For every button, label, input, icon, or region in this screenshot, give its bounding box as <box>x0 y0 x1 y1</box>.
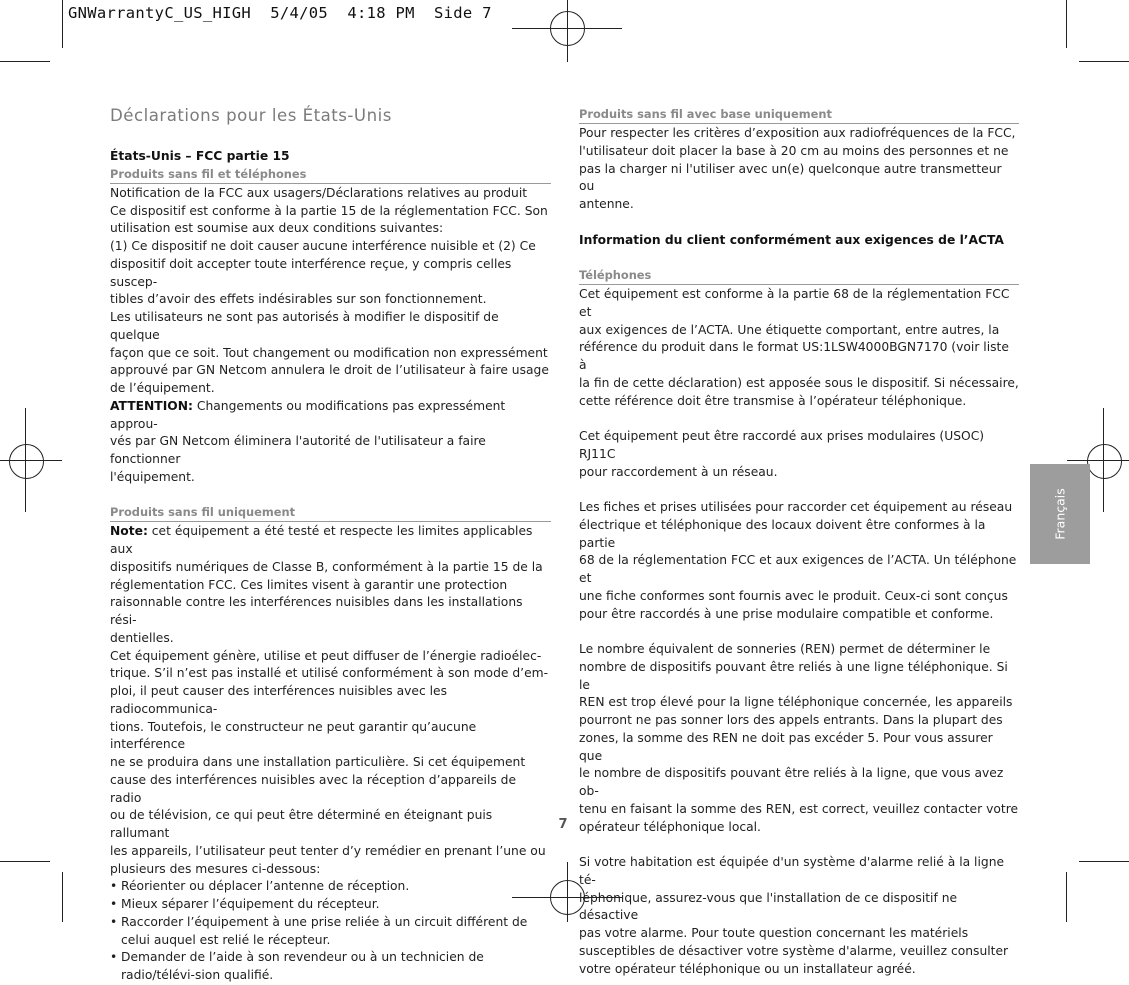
text-line: REN est trop élevé pour la ligne téléphonique concernée, les appareils <box>579 695 1013 710</box>
text-line: opérateur téléphonique local. <box>579 819 761 834</box>
attention-label: ATTENTION: <box>110 398 193 413</box>
text-line: antenne. <box>579 197 634 211</box>
section-title-base-only: Produits sans fil avec base uniquement <box>579 106 1019 124</box>
list-item: • Réorienter ou déplacer l’antenne de réception. <box>110 878 551 896</box>
text-line: Ce dispositif est conforme à la partie 15 de la réglementation FCC. Son <box>110 203 548 218</box>
text-line: trique. S’il n’est pas installé et utilisé conformément à son mode d’em- <box>110 666 549 681</box>
text-line: dentielles. <box>110 630 174 645</box>
text-line: cause des interférences nuisibles avec la réception d’appareils de radio <box>110 772 517 805</box>
text-line: nombre de dispositifs pouvant être reliés à une ligne téléphonique. Si le <box>579 659 1008 692</box>
text-line: votre opérateur téléphonique ou un installateur agréé. <box>579 961 916 976</box>
acta-heading: Information du client conformément aux exigences de l’ACTA <box>579 232 1004 247</box>
section-title-wireless-phones: Produits sans fil et téléphones <box>110 166 551 184</box>
text-line: une fiche conformes sont fournis avec le produit. Ceux-ci sont conçus <box>579 588 1008 603</box>
text-line: dispositifs numériques de Classe B, conformément à la partie 15 de la <box>110 559 543 574</box>
language-tab <box>1030 464 1090 564</box>
text-line: Les utilisateurs ne sont pas autorisés à modifier le dispositif de quelque <box>110 310 499 342</box>
text-line: pas votre alarme. Pour toute question concernant les matériels <box>579 926 969 940</box>
text-line: plusieurs des mesures ci-dessous: <box>110 861 321 876</box>
fcc-heading: États-Unis – FCC partie 15 <box>110 149 290 163</box>
text-line: le nombre de dispositifs pouvant être reliés à la ligne, que vous avez ob- <box>579 766 1004 798</box>
alarm-text <box>579 854 1019 978</box>
text-line: zones, la somme des REN ne doit pas excéder 5. Pour vous assurer que <box>579 730 993 763</box>
text-line: Le nombre équivalent de sonneries (REN) permet de déterminer le <box>579 642 991 656</box>
crop-mark <box>1066 872 1067 922</box>
text-line: aux exigences de l’ACTA. Une étiquette comportant, entre autres, la <box>579 322 1000 337</box>
text-line: tenu en faisant la somme des REN, est correct, veuillez contacter votre <box>579 801 1019 816</box>
left-column <box>110 105 551 985</box>
attention-text <box>110 433 551 486</box>
section-title-wireless-only: Produits sans fil uniquement <box>110 504 551 522</box>
text-line: référence du produit dans le format US:1LSW4000BGN7170 (voir liste à <box>579 340 1009 372</box>
note-paragraph: Note: cet équipement a été testé et respecte les limites applicables aux <box>110 524 533 556</box>
registration-mark <box>0 408 62 512</box>
text-line: tibles d’avoir des effets indésirables sur son fonctionnement. <box>110 292 487 307</box>
text-line: la fin de cette déclaration) est apposée sous le dispositif. Si nécessaire, <box>579 375 1019 390</box>
list-item: • Raccorder l’équipement à une prise reliée à un circuit différent de celui auquel est relié le récepteur. <box>110 914 551 950</box>
text-line: pour raccordement à un réseau. <box>579 464 778 479</box>
note-text <box>110 559 551 879</box>
text-line: Cet équipement peut être raccordé aux prises modulaires (USOC) RJ11C <box>579 429 985 461</box>
page-title: Déclarations pour les États-Unis <box>110 106 392 125</box>
text-line: dispositif doit accepter toute interférence reçue, y compris celles suscep- <box>110 256 512 289</box>
text-line: ploi, il peut causer des interférences nuisibles avec les radiocommunica- <box>110 684 448 716</box>
page-number: 7 <box>558 817 568 832</box>
text-line: raisonnable contre les interférences nuisibles dans les installations rési- <box>110 595 523 627</box>
text-line: électrique et téléphonique des locaux doivent être conformes à la partie <box>579 517 986 550</box>
text-line: Pour respecter les critères d’exposition aux radiofréquences de la FCC, <box>579 126 1016 140</box>
text-line: susceptibles de désactiver votre système d'alarme, veuillez consulter <box>579 943 1009 958</box>
text-line: de l’équipement. <box>110 381 215 395</box>
crop-mark <box>1066 0 1067 48</box>
text-line: Notification de la FCC aux usagers/Déclarations relatives au produit <box>110 185 528 200</box>
measures-list <box>110 878 551 985</box>
text-line: Cet équipement génère, utilise et peut diffuser de l’énergie radioélec- <box>110 648 542 663</box>
text-line: les appareils, l’utilisateur peut tenter d’y remédier en prenant l’une ou <box>110 843 546 858</box>
text-line: Cet équipement est conforme à la partie 68 de la réglementation FCC et <box>579 287 1010 319</box>
text-line: façon que ce soit. Tout changement ou modification non expressément <box>110 345 548 360</box>
attention-paragraph: ATTENTION: Changements ou modifications pas expressément approu- <box>110 398 506 431</box>
text-line: approuvé par GN Netcom annulera le droit de l’utilisateur à faire usage <box>110 363 549 378</box>
note-label: Note: <box>110 524 148 539</box>
section-title-telephones: Téléphones <box>579 267 1019 285</box>
rf-exposure-text <box>579 125 1019 214</box>
list-item: • Mieux séparer l’équipement du récepteur. <box>110 896 551 914</box>
fcc-notice-text <box>110 185 551 398</box>
text-line: vés par GN Netcom éliminera l'autorité de l'utilisateur a faire fonctionner <box>110 434 486 466</box>
crop-mark <box>0 861 50 862</box>
crop-mark <box>1079 61 1129 62</box>
crop-mark <box>62 872 63 922</box>
crop-mark <box>0 61 50 62</box>
crop-mark <box>1079 861 1129 862</box>
right-column <box>579 106 1019 978</box>
text-line: léphonique, assurez-vous que l'installation de ce dispositif ne désactive <box>579 890 958 923</box>
part68-text <box>579 286 1019 410</box>
crop-mark <box>62 0 63 48</box>
text-line: réglementation FCC. Ces limites visent à garantir une protection <box>110 577 508 592</box>
text-line: l'équipement. <box>110 469 195 484</box>
ren-text <box>579 641 1019 836</box>
text-line: (1) Ce dispositif ne doit causer aucune interférence nuisible et (2) Ce <box>110 239 536 253</box>
registration-mark <box>512 0 622 62</box>
language-tab-label: Français <box>1052 488 1068 540</box>
print-slug: GNWarrantyC_US_HIGH 5/4/05 4:18 PM Side 7 <box>68 4 492 22</box>
text-line: l'utilisateur doit placer la base à 20 cm au moins des personnes et ne <box>579 143 1009 158</box>
text-line: pour être raccordés à une prise modulaire compatible et conforme. <box>579 606 994 621</box>
plugs-text <box>579 499 1019 623</box>
rj11c-text <box>579 428 1019 481</box>
text-line: Si votre habitation est équipée d'un système d'alarme relié à la ligne té- <box>579 855 1005 887</box>
text-line: pourront ne pas sonner lors des appels entrants. Dans la plupart des <box>579 713 1003 727</box>
text-line: 68 de la réglementation FCC et aux exigences de l’ACTA. Un téléphone et <box>579 553 1017 585</box>
text-line: Les fiches et prises utilisées pour raccorder cet équipement au réseau <box>579 500 1013 514</box>
text-line: ou de télévision, ce qui peut être déterminé en éteignant puis rallumant <box>110 808 493 840</box>
text-line: cette référence doit être transmise à l’opérateur téléphonique. <box>579 393 967 408</box>
text-line: ne se produira dans une installation particulière. Si cet équipement <box>110 755 526 769</box>
text-line: pas la charger ni l'utiliser avec un(e) quelconque autre transmetteur ou <box>579 161 1002 194</box>
list-item: • Demander de l’aide à son revendeur ou à un technicien de radio/télévi-sion qualifié. <box>110 949 551 985</box>
text-line: utilisation est soumise aux deux conditions suivantes: <box>110 221 444 236</box>
text-line: tions. Toutefois, le constructeur ne peut garantir qu’aucune interférence <box>110 719 477 752</box>
